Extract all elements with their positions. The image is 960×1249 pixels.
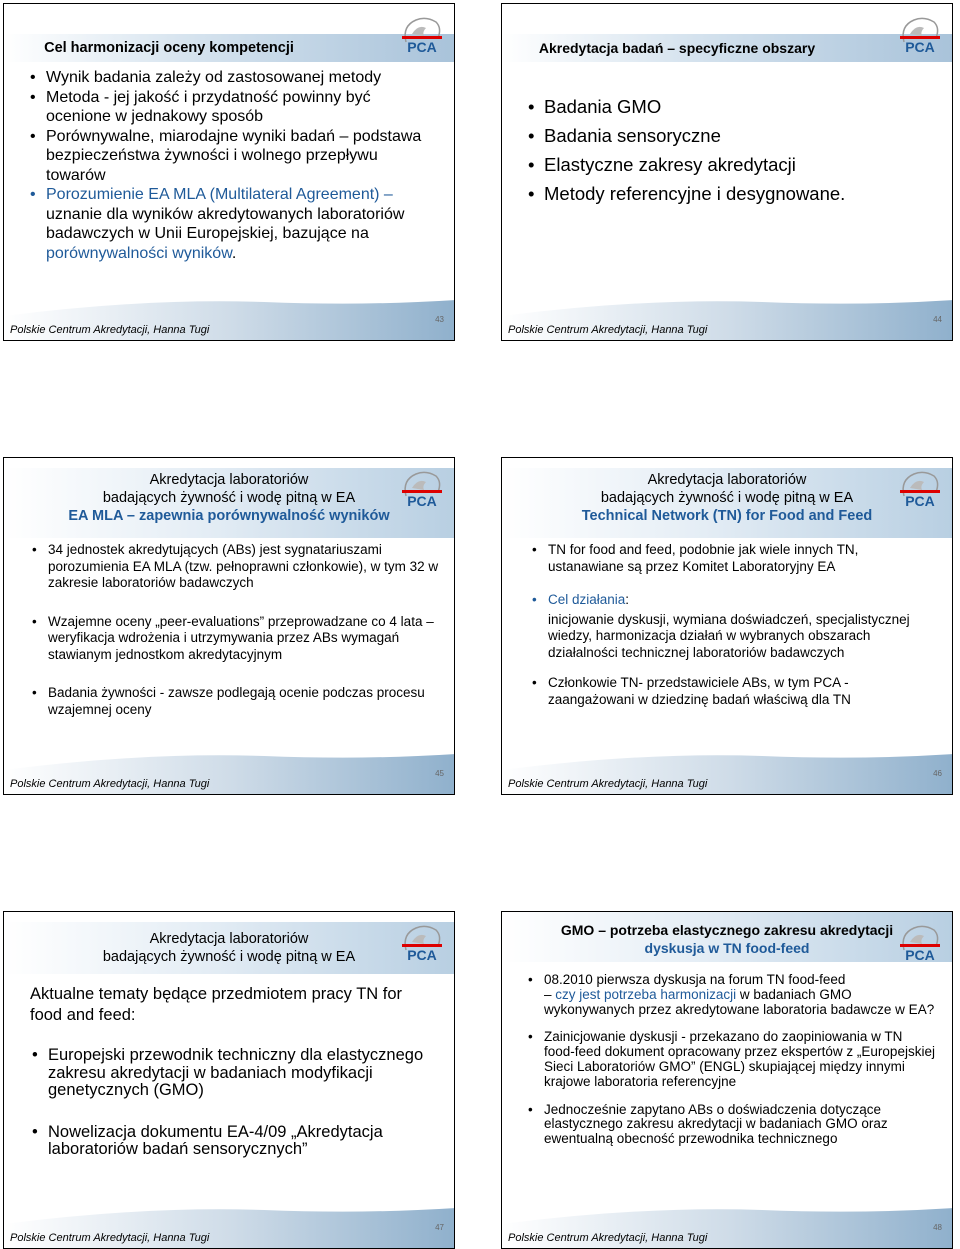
pca-logo-icon	[894, 12, 944, 60]
svg-text:PCA: PCA	[905, 493, 935, 509]
slide-44	[501, 3, 953, 341]
list-item: • Badania GMO	[526, 92, 936, 121]
svg-text:PCA: PCA	[905, 39, 935, 55]
svg-text:PCA: PCA	[407, 493, 437, 509]
pca-logo-icon	[894, 466, 944, 514]
list-item: • Jednocześnie zapytano ABs o doświadczenia dotyczące elastycznego zakresu akredytacji w badaniach GMO oraz ewentualną obecność przewodnika technicznego	[526, 1103, 936, 1147]
list-item: • 34 jednostek akredytujących (ABs) jest sygnatariuszami porozumienia EA MLA (tzw. pełnoprawni członkowie), w tym 32 w zakresie laboratoriów badawczych	[30, 542, 442, 592]
slide-title: Akredytacja laboratoriów badających żywność i wodę pitną w EA EA MLA – zapewnia porównywalność wyników	[68, 472, 390, 524]
slide-43	[3, 3, 455, 341]
slide-title: Cel harmonizacji oceny kompetencji	[44, 40, 294, 56]
slide-title: Akredytacja laboratoriów badających żywność i wodę pitną w EA Technical Network (TN) for Food and Feed	[581, 472, 873, 524]
slide-footer: Polskie Centrum Akredytacji, Hanna Tugi 43	[4, 298, 454, 340]
list-item: • Elastyczne zakresy akredytacji	[526, 150, 936, 179]
list-item: • Wynik badania zależy od zastosowanej metody	[28, 68, 428, 88]
slide-footer: Polskie Centrum Akredytacji, Hanna Tugi 48	[502, 1206, 952, 1248]
list-item: • TN for food and feed, podobnie jak wiele innych TN, ustanawiane są przez Komitet Laboratoryjny EA	[530, 542, 934, 575]
slide-title: Akredytacja badań – specyficzne obszary	[538, 40, 816, 56]
svg-text:PCA: PCA	[905, 947, 935, 963]
list-item: • 08.2010 pierwsza dyskusja na forum TN food-feed – czy jest potrzeba harmonizacji w badaniach GMO wykonywanych przez akredytowane laboratoria badawcze w EA?	[526, 973, 936, 1017]
slide-footer: Polskie Centrum Akredytacji, Hanna Tugi 46	[502, 752, 952, 794]
list-item: • Wzajemne oceny „peer-evaluations” przeprowadzane co 4 lata – weryfikacja wdrożenia i utrzymywania przez ABs wymagań stawianym jednostkom akredytacyjnym	[30, 614, 442, 664]
list-item: • Porozumienie EA MLA (Multilateral Agreement) – uznanie dla wyników akredytowanych laboratoriów badawczych w Unii Europejskiej, bazujące na porównywalności wyników.	[28, 185, 428, 263]
slide-48	[501, 911, 953, 1249]
slide-footer: Polskie Centrum Akredytacji, Hanna Tugi 47	[4, 1206, 454, 1248]
slide-47	[3, 911, 455, 1249]
list-item: • Badania żywności - zawsze podlegają ocenie podczas procesu wzajemnej oceny	[30, 685, 442, 718]
list-item: • Europejski przewodnik techniczny dla elastycznego zakresu akredytacji w badaniach modyfikacji genetycznych (GMO)	[30, 1047, 430, 1100]
svg-text:PCA: PCA	[407, 39, 437, 55]
list-item: • Zainicjowanie dyskusji - przekazano do zaopiniowania w TN food-feed dokument opracowany przez ekspertów z „Europejskiej Sieci Laboratoriów GMO” (ENGL) skupiającej między innymi krajowe laboratoria referencyjne	[526, 1030, 936, 1089]
list-item: • Członkowie TN- przedstawiciele ABs, w tym PCA - zaangażowani w dziedzinę badań właściwą dla TN	[530, 675, 934, 708]
slide-title: Akredytacja laboratoriów badających żywność i wodę pitną w EA	[102, 931, 356, 965]
list-item: • Nowelizacja dokumentu EA-4/09 „Akredytacja laboratoriów badań sensorycznych”	[30, 1124, 430, 1159]
list-item: • Badania sensoryczne	[526, 121, 936, 150]
list-item: • Cel działania: inicjowanie dyskusji, wymiana doświadczeń, specjalistycznej wiedzy, harmonizacja działań w wybranych obszarach działalności technicznej laboratoriów badawczych	[530, 592, 934, 661]
pca-logo-icon	[396, 12, 446, 60]
list-item: • Metoda - jej jakość i przydatność powinny być ocenione w jednakowy sposób	[28, 88, 428, 127]
list-item: • Porównywalne, miarodajne wyniki badań – podstawa bezpieczeństwa żywności i wolnego przepływu towarów	[28, 127, 428, 186]
intro-text: Aktualne tematy będące przedmiotem pracy TN for food and feed:	[30, 985, 403, 1024]
slide-45	[3, 457, 455, 795]
list-item: • Metody referencyjne i desygnowane.	[526, 179, 936, 208]
slide-footer: Polskie Centrum Akredytacji, Hanna Tugi 44	[502, 298, 952, 340]
slide-title: GMO – potrzeba elastycznego zakresu akredytacji dyskusja w TN food-feed	[560, 922, 894, 956]
svg-text:PCA: PCA	[407, 947, 437, 963]
pca-logo-icon	[396, 466, 446, 514]
slide-footer: Polskie Centrum Akredytacji, Hanna Tugi 45	[4, 752, 454, 794]
pca-logo-icon	[396, 920, 446, 968]
slide-46	[501, 457, 953, 795]
pca-logo-icon	[894, 920, 944, 968]
